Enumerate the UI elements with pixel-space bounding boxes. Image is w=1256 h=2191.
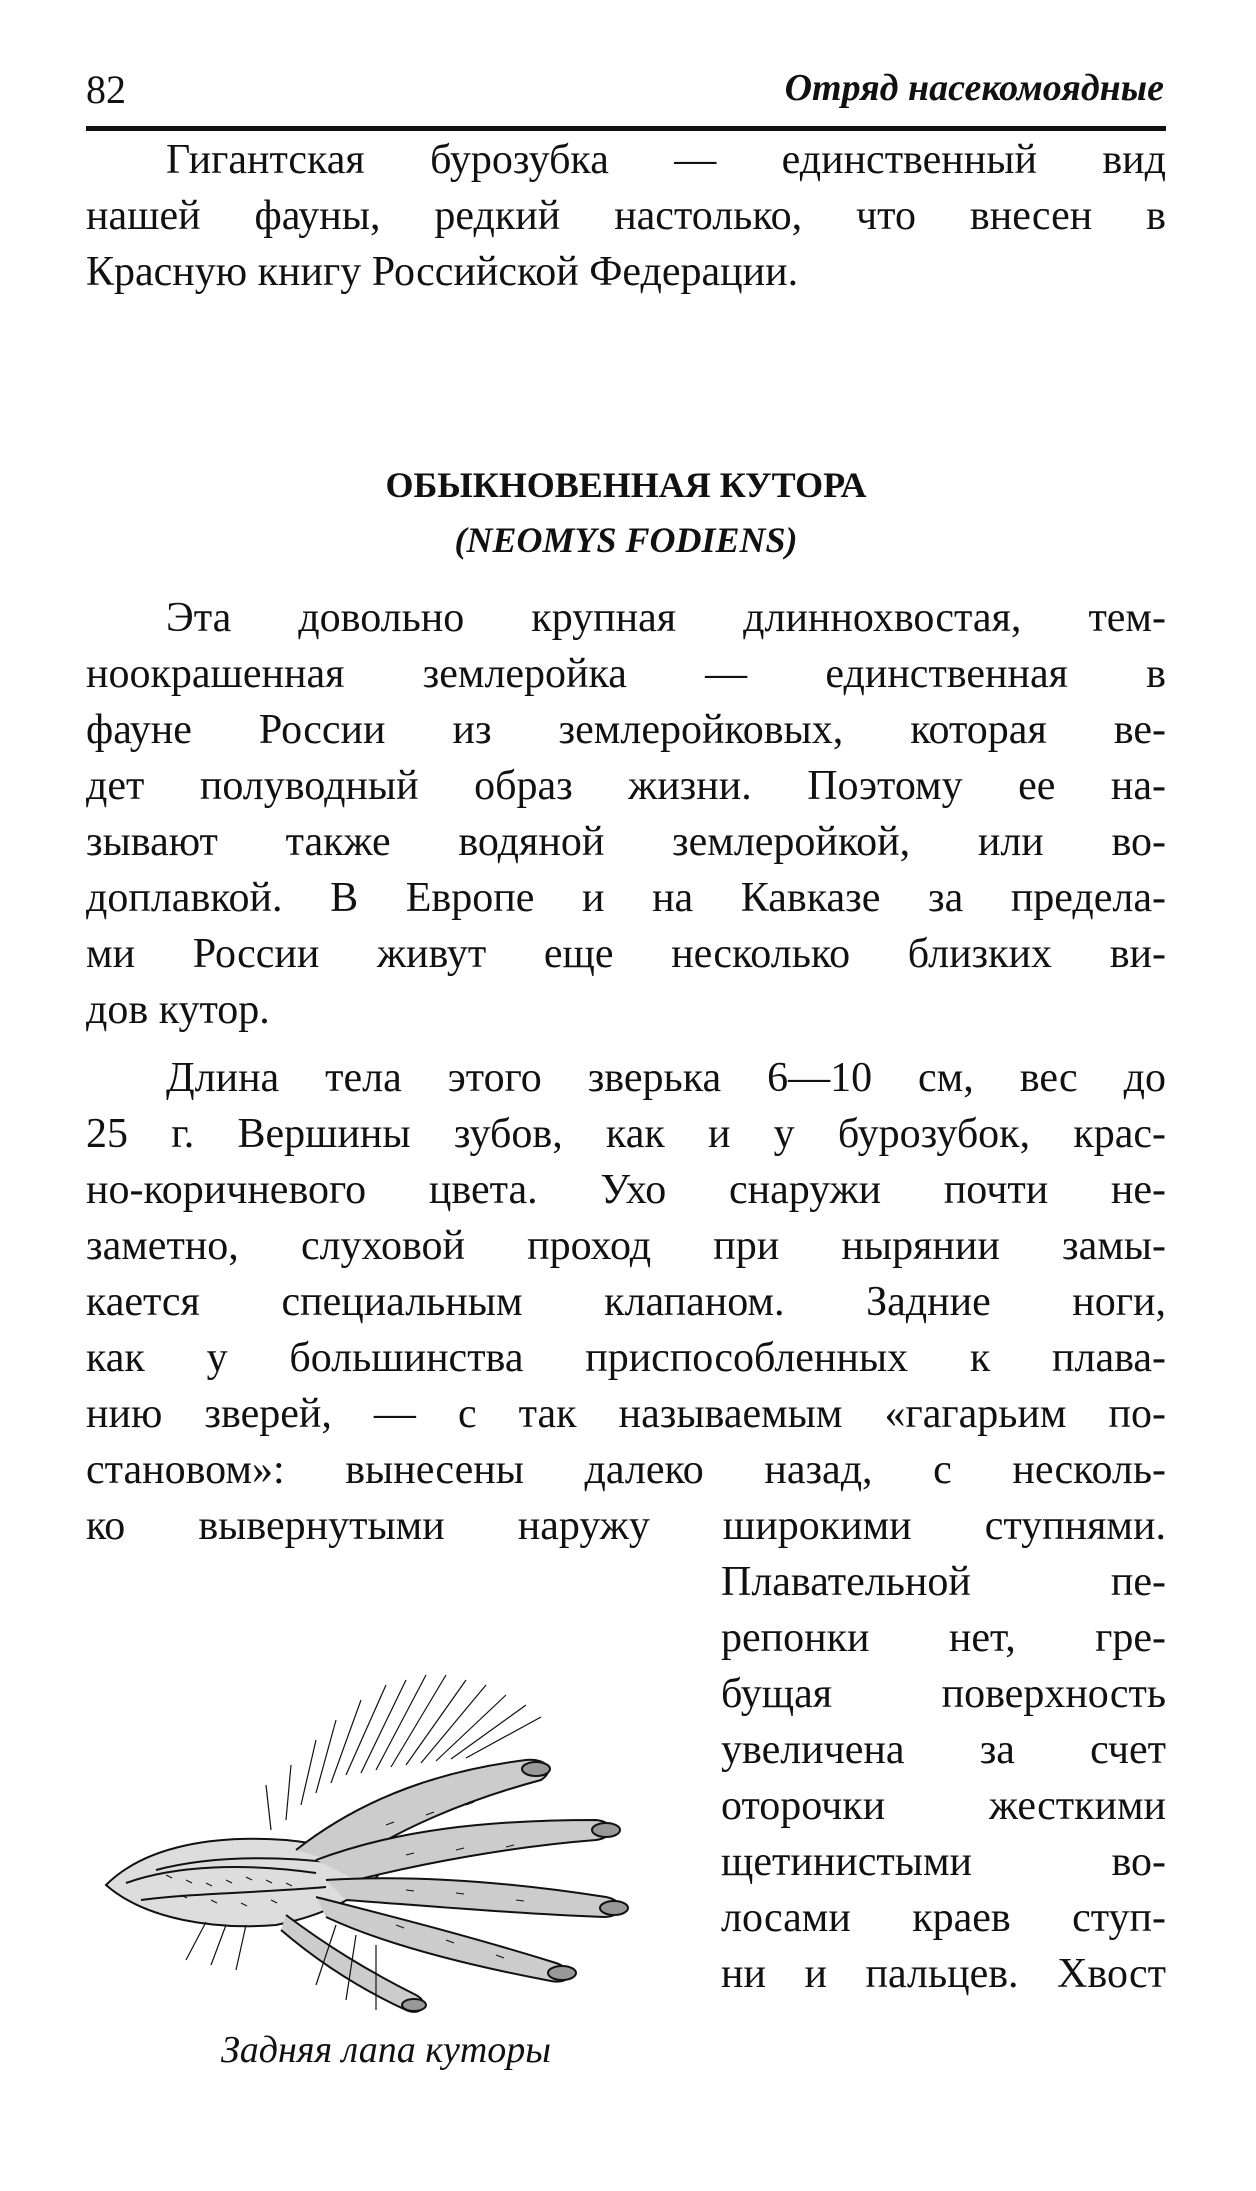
paragraph1-line-4: дет полуводный образ жизни. Поэтому ее на- — [86, 763, 1166, 809]
paragraph1-line-2: ноокрашенная землеройка — единственная в — [86, 651, 1166, 697]
paragraph1-line-5: зывают также водяной землеройкой, или во- — [86, 819, 1166, 865]
section-latin-name: (NEOMYS FODIENS) — [454, 520, 798, 560]
paragraph2-narrow-line-8: ни и пальцев. Хвост — [721, 1951, 1166, 1997]
hind-foot-figure — [86, 1625, 686, 2025]
paragraph2-line-4: заметно, слуховой проход при нырянии замы- — [86, 1223, 1166, 1269]
paragraph2-narrow-line-5: оторочки жесткими — [721, 1783, 1166, 1829]
figure-caption: Задняя лапа куторы — [220, 2029, 552, 2071]
paragraph2-line-2: 25 г. Вершины зубов, как и у бурозубок, крас- — [86, 1111, 1166, 1157]
paragraph2-narrow-line-3: бущая поверхность — [721, 1671, 1166, 1717]
intro-line-2: нашей фауны, редкий настолько, что внесен в — [86, 193, 1166, 239]
paragraph1-line-7: ми России живут еще несколько близких ви- — [86, 931, 1166, 977]
page-number: 82 — [86, 67, 126, 112]
paragraph2-line-9: ко вывернутыми наружу широкими ступнями. — [86, 1503, 1166, 1549]
paragraph2-line-6: как у большинства приспособленных к плава- — [86, 1335, 1166, 1381]
paragraph1-line-3: фауне России из землеройковых, которая ве- — [86, 707, 1166, 753]
paragraph2-line-8: становом»: вынесены далеко назад, с несколь- — [86, 1447, 1166, 1493]
intro-line-1: Гигантская бурозубка — единственный вид — [166, 137, 1166, 183]
page-header — [86, 60, 1166, 131]
paragraph2-narrow-line-2: репонки нет, гре- — [721, 1615, 1166, 1661]
running-title: Отряд насекомоядные — [784, 67, 1164, 109]
paragraph2-narrow-line-4: увеличена за счет — [721, 1727, 1166, 1773]
paragraph2-narrow-line-1: Плавательной пе- — [721, 1559, 1166, 1605]
section-title: ОБЫКНОВЕННАЯ КУТОРА — [385, 465, 867, 505]
paragraph2-line-1: Длина тела этого зверька 6—10 см, вес до — [166, 1055, 1166, 1101]
paragraph2-narrow-line-6: щетинистыми во- — [721, 1839, 1166, 1885]
paragraph2-narrow-line-7: лосами краев ступ- — [721, 1895, 1166, 1941]
paragraph2-line-5: кается специальным клапаном. Задние ноги, — [86, 1279, 1166, 1325]
paragraph2-line-3: но-коричневого цвета. Ухо снаружи почти не- — [86, 1167, 1166, 1213]
paragraph2-line-7: нию зверей, — с так называемым «гагарьим по- — [86, 1391, 1166, 1437]
intro-line-3: Красную книгу Российской Федерации. — [86, 249, 799, 295]
paragraph1-line-8: дов кутор. — [86, 987, 270, 1033]
paragraph1-line-1: Эта довольно крупная длиннохвостая, тем- — [166, 595, 1166, 641]
book-page — [86, 60, 1166, 2140]
paragraph1-line-6: доплавкой. В Европе и на Кавказе за предела- — [86, 875, 1166, 921]
hind-foot-illustration-icon — [86, 1625, 686, 2025]
